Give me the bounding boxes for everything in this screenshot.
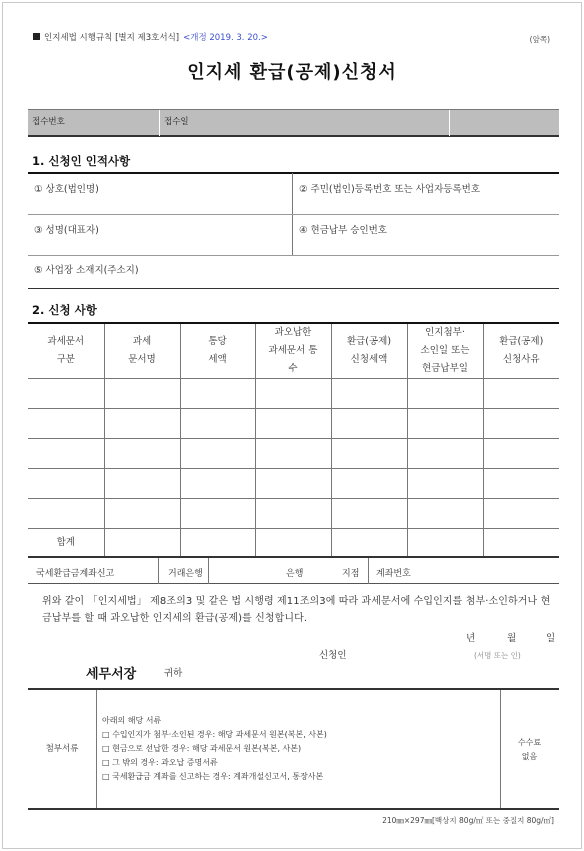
revision-date: <개정 2019. 3. 20.> [183, 33, 268, 43]
col-header-stamp-date: 인지첨부· 소인일 또는 현금납부일 [407, 324, 483, 379]
col-header-tax-per-copy: 통당 세액 [180, 324, 255, 379]
col-header-document-name: 과세 문서명 [104, 324, 180, 379]
account-number-label: 계좌번호 [376, 569, 411, 579]
applicant-label: 신청인 [319, 650, 347, 661]
refund-account-label: 국세환급금계좌신고 [36, 569, 115, 579]
fee-label: 수수료 [517, 738, 542, 747]
company-name-field[interactable]: ① 상호(법인명) [34, 184, 99, 195]
col-header-refund-reason: 환급(공제) 신청사유 [483, 324, 559, 379]
addressee-honorific: 귀하 [164, 668, 183, 679]
account-divider [158, 558, 159, 584]
attachments-divider [96, 690, 97, 808]
fee-value: 없음 [521, 752, 538, 761]
table-row[interactable] [28, 469, 559, 499]
refund-account-row[interactable] [28, 556, 559, 584]
receipt-number-label: 접수번호 [32, 117, 65, 127]
table-row[interactable] [28, 499, 559, 529]
receipt-date-label: 접수일 [164, 117, 189, 127]
form-rule-line [33, 31, 268, 43]
section1-title: 1. 신청인 인적사항 [32, 154, 131, 168]
cash-payment-approval-field[interactable]: ④ 현금납부 승인번호 [299, 225, 387, 236]
day-label: 일 [546, 633, 556, 644]
year-label: 년 [466, 633, 476, 644]
square-bullet-icon [33, 33, 40, 40]
signature-placeholder[interactable]: (서명 또는 인) [474, 651, 521, 660]
table-row[interactable] [28, 439, 559, 469]
section1-row-rule [28, 214, 559, 215]
receipt-divider [449, 110, 450, 136]
form-rule: 인지세법 시행규칙 [별지 제3호서식] [44, 33, 180, 43]
attachment-item[interactable]: □ 그 밖의 경우: 과오납 증명서류 [102, 758, 218, 767]
section2-title: 2. 신청 사항 [32, 303, 97, 317]
front-side-label: (앞쪽) [529, 35, 550, 44]
account-divider [208, 558, 209, 584]
addressee-name: 세무서장 [86, 667, 137, 682]
attachments-intro: 아래의 해당 서류 [102, 716, 162, 725]
branch-suffix: 지점 [342, 569, 360, 579]
bank-suffix: 은행 [286, 569, 304, 579]
table-total-row[interactable] [28, 529, 559, 557]
month-label: 월 [507, 633, 517, 644]
bank-label: 거래은행 [168, 569, 203, 579]
attachments-label: 첨부서류 [45, 744, 79, 754]
paper-spec-footer: 210㎜×297㎜[백상지 80g/㎡ 또는 중질지 80g/㎡] [382, 816, 554, 825]
attachment-item[interactable]: □ 현금으로 선납한 경우: 해당 과세문서 원본(복본, 사본) [102, 744, 302, 753]
representative-name-field[interactable]: ③ 성명(대표자) [34, 225, 99, 236]
registration-number-field[interactable]: ② 주민(법인)등록번호 또는 사업자등록번호 [299, 184, 480, 195]
section1-rule [28, 172, 559, 174]
attachment-item[interactable]: □ 수입인지가 첨부·소인된 경우: 해당 과세문서 원본(복본, 사본) [102, 730, 327, 739]
account-divider [368, 558, 369, 584]
declaration-text: 위와 같이 「인지세법」 제8조의3 및 같은 법 시행령 제11조의3에 따라 과세문서에 수입인지를 첨부·소인하거나 현금납부를 할 때 과오납한 인지세의 환급(공제)를 신청합니다. [42, 596, 551, 624]
table-row[interactable] [28, 409, 559, 439]
application-table [28, 324, 559, 557]
col-header-overpaid-count: 과오납한 과세문서 통 수 [255, 324, 331, 379]
attachment-item[interactable]: □ 국세환급금 계좌를 신고하는 경우: 계좌개설신고서, 통장사본 [102, 772, 324, 781]
table-header-row [28, 324, 559, 379]
section1-row-rule [28, 255, 559, 256]
col-header-document-type: 과세문서 구분 [28, 324, 104, 379]
form-title: 인지세 환급(공제)신청서 [187, 62, 397, 83]
col-header-refund-amount: 환급(공제) 신청세액 [331, 324, 407, 379]
table-row[interactable] [28, 379, 559, 409]
attachments-box [28, 688, 559, 810]
receipt-bar [28, 109, 559, 137]
attachments-list [102, 714, 327, 784]
total-label: 합계 [28, 529, 104, 557]
business-address-field[interactable]: ⑤ 사업장 소재지(주소지) [34, 265, 139, 276]
receipt-divider [159, 110, 160, 136]
section1-bottom-rule [28, 288, 559, 289]
fee-box [500, 736, 559, 764]
